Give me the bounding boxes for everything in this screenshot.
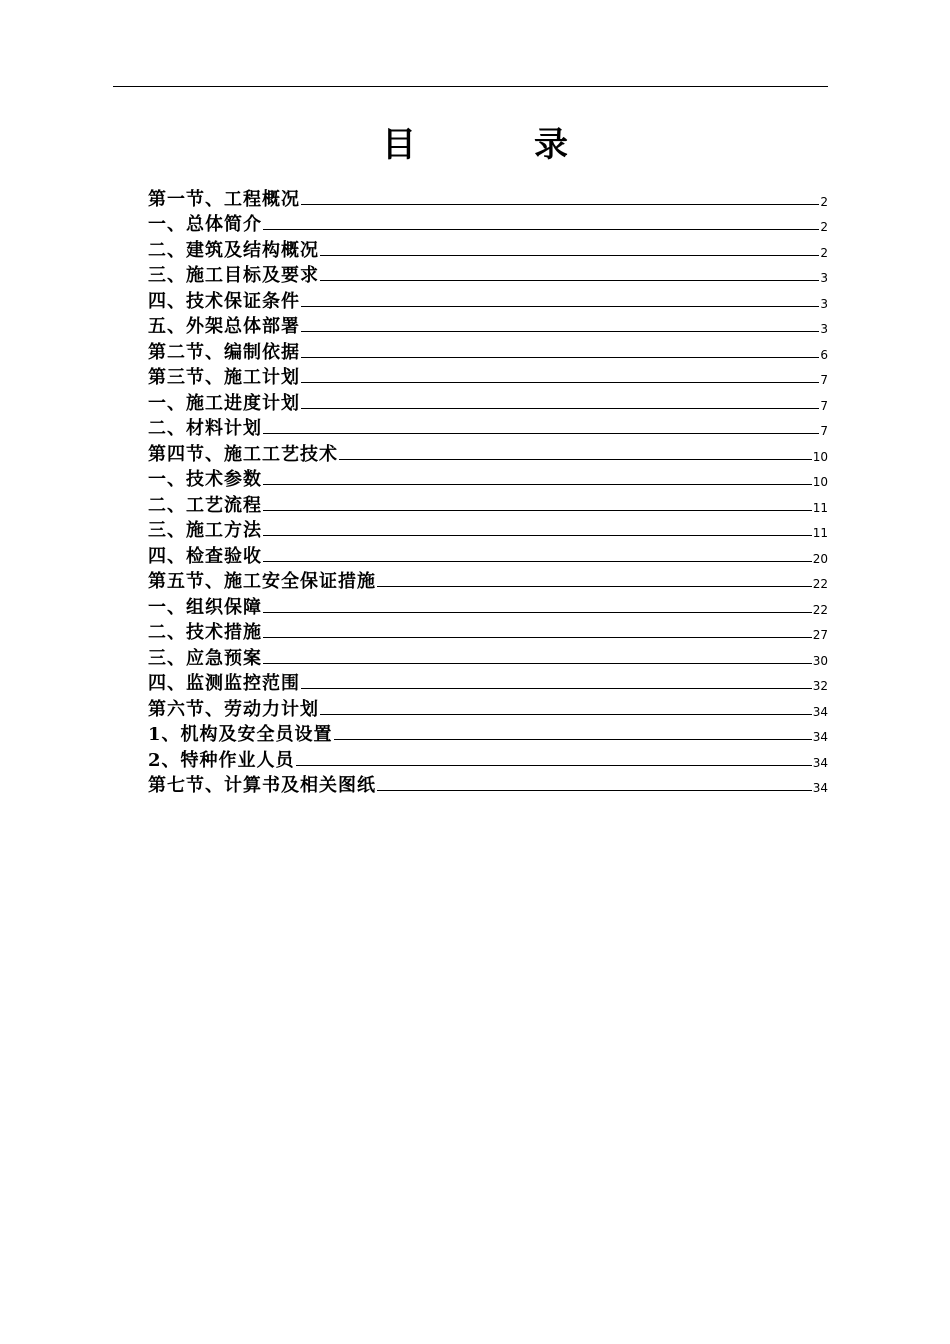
toc-leader-line [334,739,812,740]
toc-leader-line [377,790,812,791]
toc-entry[interactable] [148,772,828,798]
toc-leader-line [301,382,819,383]
toc-entry[interactable] [148,491,828,517]
toc-entry-label: 三、施工方法 [148,520,262,541]
toc-entry-label: 二、工艺流程 [148,494,262,516]
toc-entry-page-number: 2 [820,194,828,209]
toc-entry-page-number: 2 [820,220,828,234]
toc-entry-page-number: 34 [812,730,828,744]
toc-leader-line [301,688,812,689]
toc-leader-line [301,408,819,409]
toc-entry[interactable] [148,338,828,364]
toc-entry[interactable] [148,440,828,466]
toc-leader-line [320,280,819,281]
toc-entry-label: 三、应急预案 [148,647,262,669]
toc-entry[interactable] [148,593,828,619]
toc-entry[interactable] [148,644,828,670]
toc-leader-line [263,484,812,485]
toc-entry-page-number: 22 [812,577,828,591]
toc-entry-label: 二、材料计划 [148,418,262,439]
toc-entry[interactable] [148,185,828,211]
toc-entry[interactable] [148,746,828,772]
toc-entry-page-number: 34 [812,781,828,795]
toc-entry-label: 一、技术参数 [148,469,262,490]
toc-leader-line [263,510,812,511]
toc-entry-page-number: 20 [812,551,828,566]
toc-entry-page-number: 7 [820,373,828,387]
toc-entry-page-number: 3 [820,322,828,336]
toc-leader-line [320,714,812,715]
toc-leader-line [301,306,819,307]
toc-leader-line [301,331,819,332]
toc-entry-page-number: 7 [820,398,828,413]
toc-entry-page-number: 32 [812,679,828,693]
toc-entry-page-number: 27 [812,628,828,642]
toc-entry-label: 一、组织保障 [148,596,262,618]
toc-entry[interactable] [148,313,828,339]
toc-entry[interactable] [148,670,828,696]
toc-entry-label: 二、技术措施 [148,622,262,643]
toc-leader-line [263,535,812,536]
toc-entry-page-number: 10 [812,449,828,464]
header-rule [113,86,828,87]
toc-entry-label: 第二节、编制依据 [148,341,300,363]
toc-entry-label: 四、检查验收 [148,545,262,567]
toc-entry-page-number: 30 [812,653,828,668]
toc-entry-page-number: 11 [812,500,828,515]
toc-entry-label: 第四节、施工工艺技术 [148,443,338,465]
toc-entry-page-number: 34 [812,704,828,719]
toc-leader-line [377,586,812,587]
toc-entry[interactable] [148,721,828,747]
toc-entry-label: 四、技术保证条件 [148,290,300,312]
toc-entry-page-number: 2 [820,245,828,260]
toc-entry[interactable] [148,568,828,594]
toc-entry[interactable] [148,364,828,390]
toc-entry[interactable] [148,619,828,645]
toc-entry-page-number: 3 [820,296,828,311]
toc-entry-label: 2、特种作业人员 [148,749,295,771]
toc-entry-label: 第六节、劳动力计划 [148,698,319,720]
toc-leader-line [263,229,819,230]
toc-entry[interactable] [148,389,828,415]
toc-entry-page-number: 11 [812,526,828,540]
toc-entry-label: 一、总体简介 [148,214,262,235]
toc-leader-line [339,459,812,460]
toc-entry[interactable] [148,287,828,313]
toc-entry-label: 一、施工进度计划 [148,392,300,414]
toc-leader-line [320,255,819,256]
toc-entry-page-number: 7 [820,424,828,438]
toc-entry-page-number: 10 [812,475,828,489]
toc-leader-line [263,561,812,562]
toc-entry-label: 三、施工目标及要求 [148,265,319,286]
toc-leader-line [301,357,819,358]
toc-entry[interactable] [148,211,828,237]
toc-leader-line [296,765,812,766]
table-of-contents [148,185,828,797]
toc-leader-line [301,204,819,205]
toc-entry-label: 四、监测监控范围 [148,673,300,694]
toc-entry[interactable] [148,466,828,492]
toc-leader-line [263,637,812,638]
toc-entry-label: 第三节、施工计划 [148,367,300,388]
toc-entry-page-number: 3 [820,271,828,285]
toc-entry-label: 第五节、施工安全保证措施 [148,571,376,592]
toc-entry-label: 五、外架总体部署 [148,316,300,337]
toc-entry-label: 第七节、计算书及相关图纸 [148,775,376,796]
toc-entry-label: 第一节、工程概况 [148,188,300,210]
toc-title: 目 录 [382,125,610,165]
toc-leader-line [263,433,819,434]
toc-entry[interactable] [148,542,828,568]
toc-entry[interactable] [148,236,828,262]
toc-entry-label: 二、建筑及结构概况 [148,239,319,261]
toc-leader-line [263,663,812,664]
toc-entry[interactable] [148,517,828,543]
toc-entry-label: 1、机构及安全员设置 [148,724,333,745]
toc-leader-line [263,612,812,613]
toc-entry-page-number: 34 [812,755,828,770]
toc-entry[interactable] [148,695,828,721]
toc-entry[interactable] [148,415,828,441]
toc-entry[interactable] [148,262,828,288]
toc-entry-page-number: 6 [820,347,828,362]
toc-entry-page-number: 22 [812,602,828,617]
